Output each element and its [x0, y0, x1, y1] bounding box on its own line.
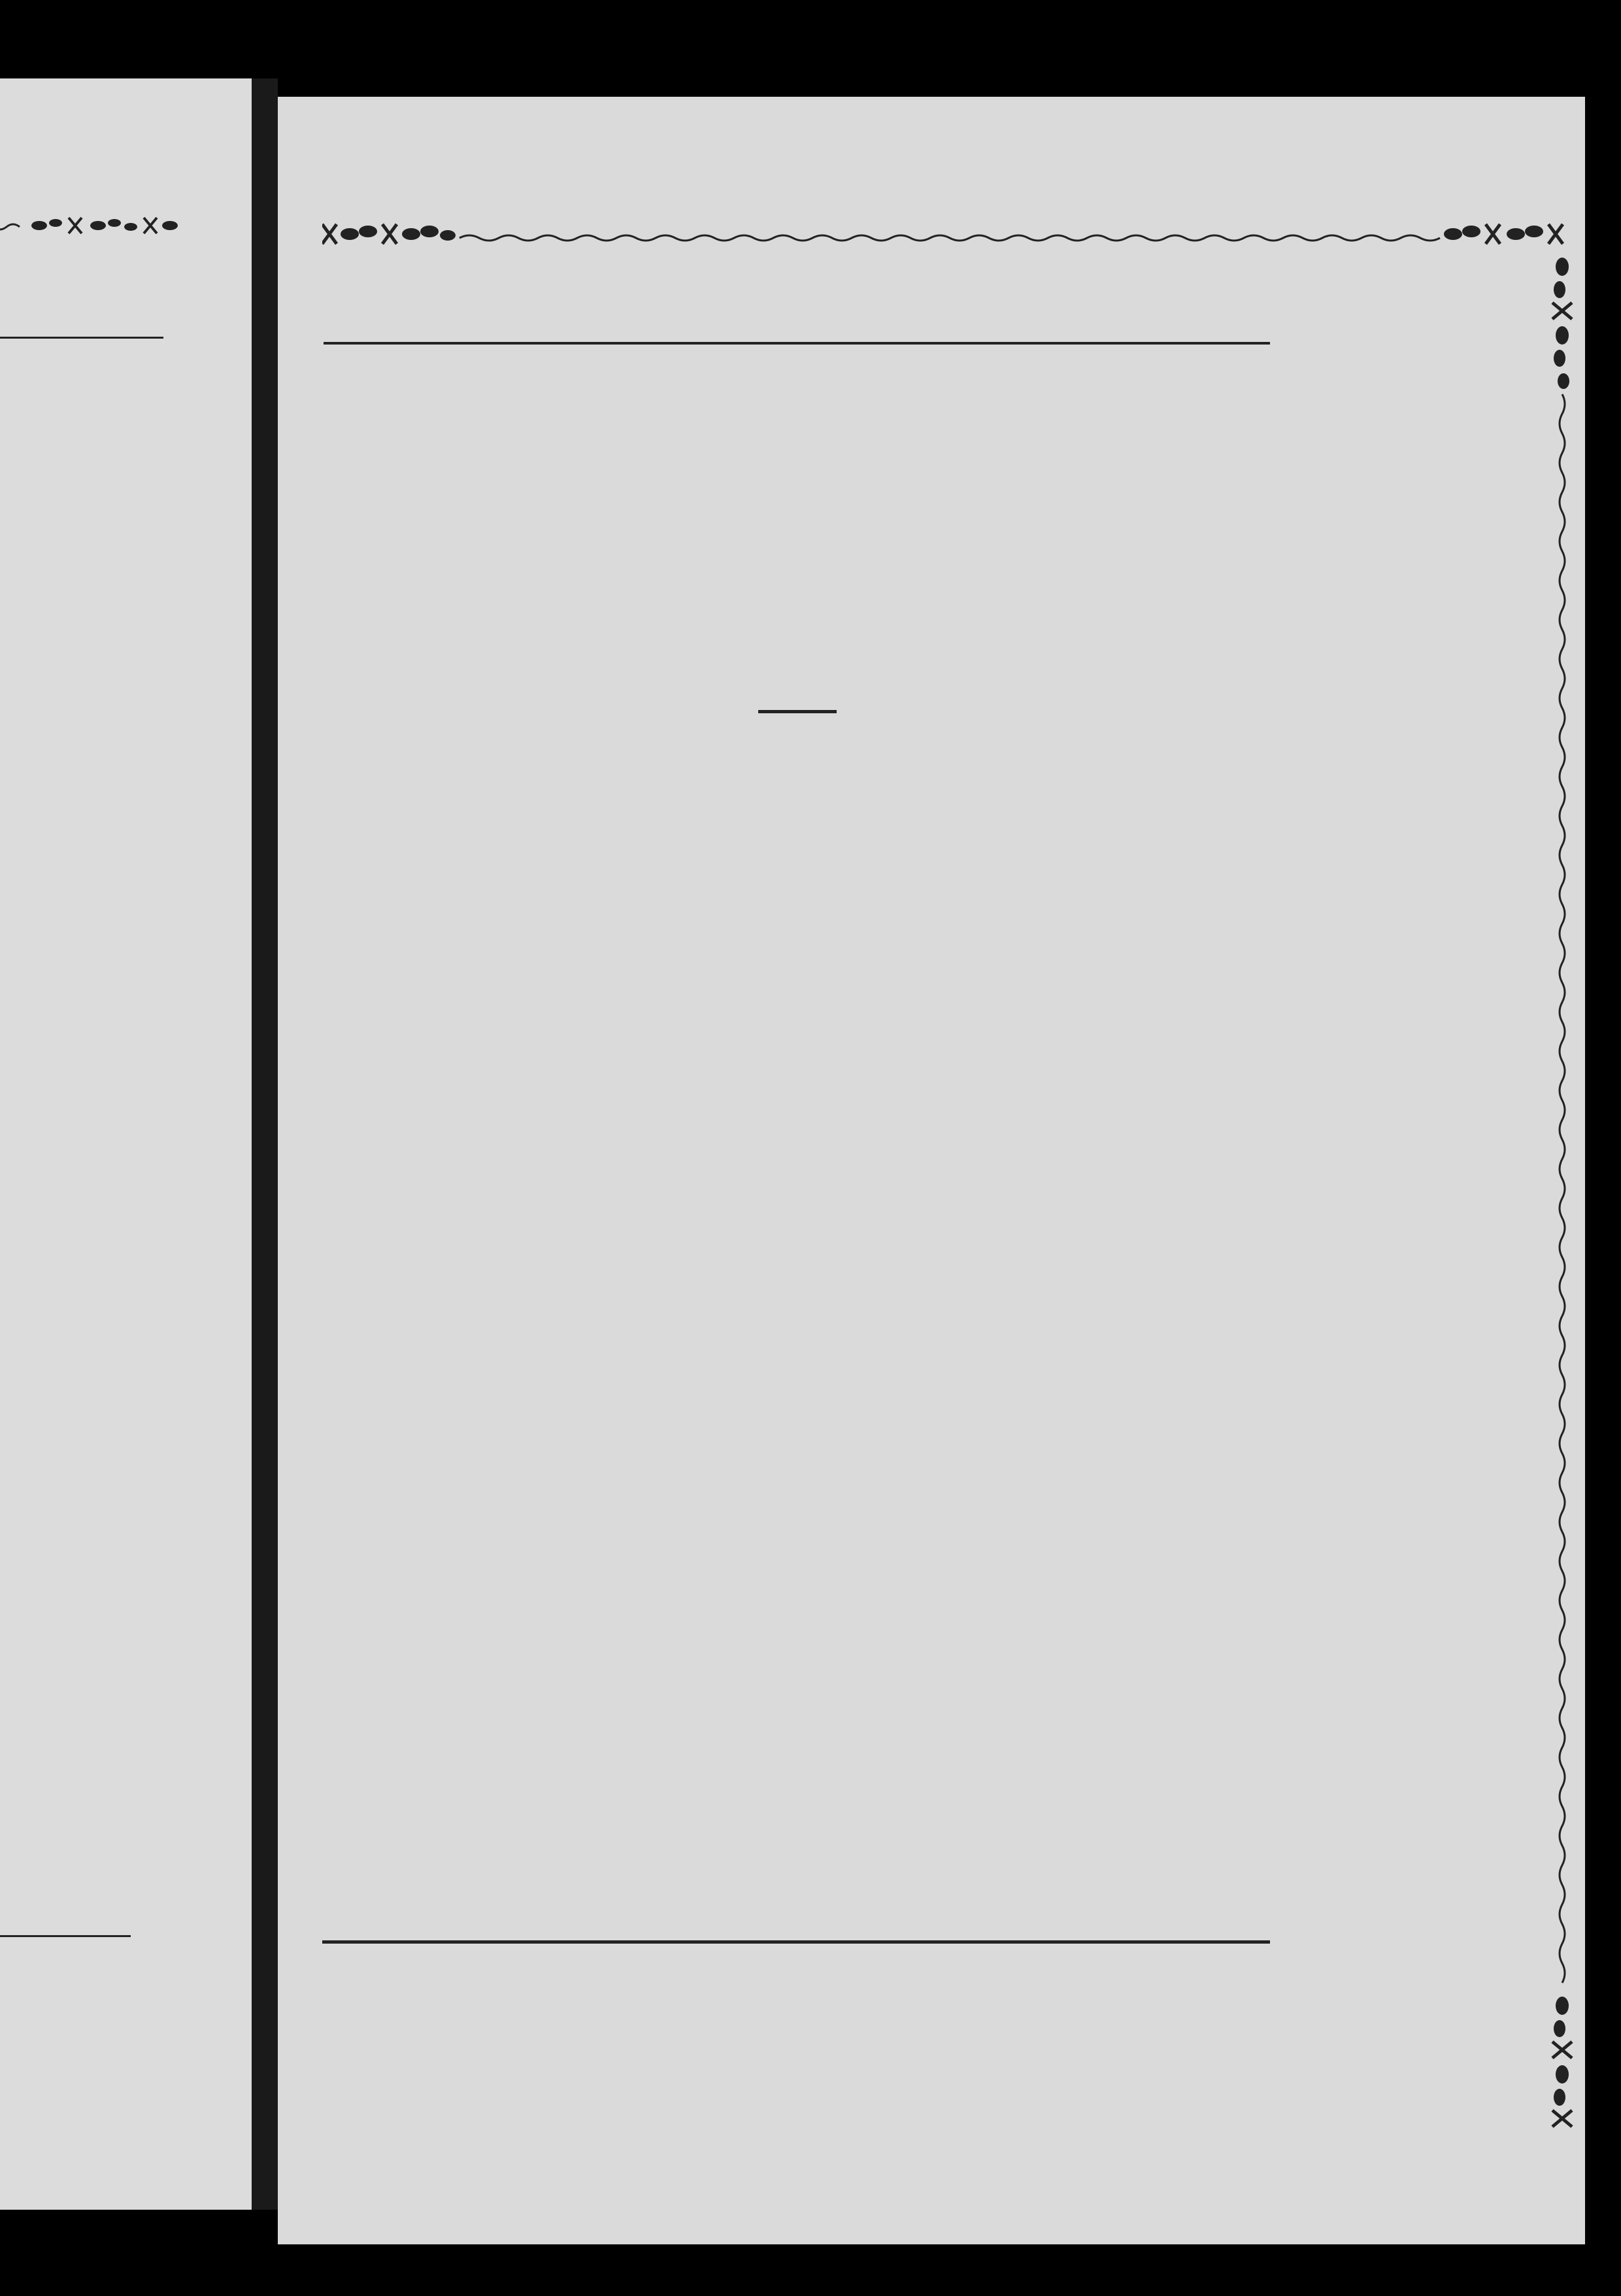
book-spine — [252, 78, 278, 2210]
head-rule — [324, 342, 1270, 345]
top-ornament-band — [322, 214, 1585, 254]
class20-header-row — [325, 476, 1338, 515]
left-rule-top — [0, 337, 163, 339]
footer-rule — [322, 1940, 1270, 1944]
page-33 — [278, 97, 1585, 2244]
section-divider — [758, 710, 837, 713]
left-rule-bottom — [0, 1935, 131, 1937]
left-facing-page — [0, 78, 252, 2210]
left-ornament-band — [0, 212, 196, 239]
side-ornament-band — [1543, 254, 1582, 2136]
